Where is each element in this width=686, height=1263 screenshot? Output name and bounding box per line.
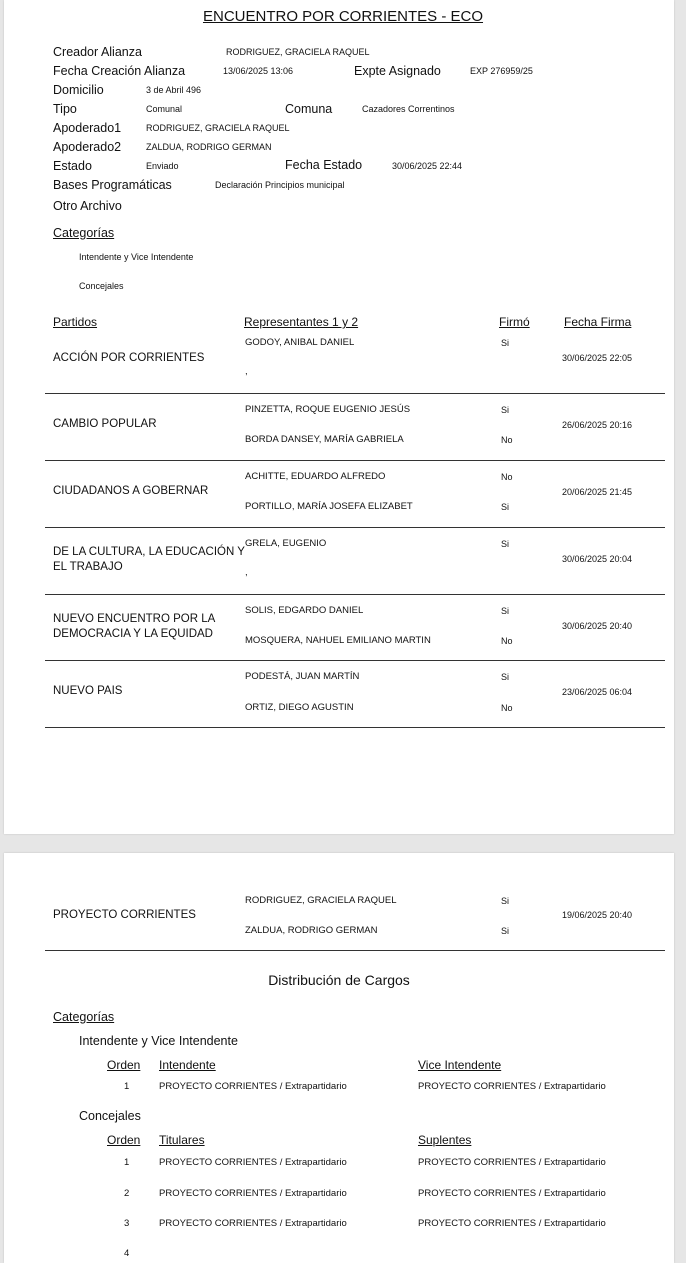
apoderado1-label: Apoderado1	[53, 121, 122, 135]
categoria-item: Intendente y Vice Intendente	[79, 252, 194, 262]
vice-intendente-value: PROYECTO CORRIENTES / Extrapartidario	[418, 1081, 606, 1092]
titular-value: PROYECTO CORRIENTES / Extrapartidario	[159, 1157, 347, 1168]
orden-value: 2	[124, 1188, 130, 1199]
partido-name: DE LA CULTURA, LA EDUCACIÓN Y EL TRABAJO	[53, 546, 245, 573]
apoderado1-value: RODRIGUEZ, GRACIELA RAQUEL	[146, 123, 290, 133]
orden-value: 3	[124, 1218, 130, 1229]
titular-value: PROYECTO CORRIENTES / Extrapartidario	[159, 1218, 347, 1229]
domicilio-label: Domicilio	[53, 83, 104, 97]
intendente-value: PROYECTO CORRIENTES / Extrapartidario	[159, 1081, 347, 1092]
suplente-value: PROYECTO CORRIENTES / Extrapartidario	[418, 1188, 606, 1199]
vice-intendente-header: Vice Intendente	[418, 1058, 502, 1072]
firmo-2: Si	[501, 926, 510, 936]
firmo-1: Si	[501, 672, 510, 682]
partido-name: PROYECTO CORRIENTES	[53, 909, 196, 921]
row-divider	[45, 594, 665, 595]
bases-value: Declaración Principios municipal	[215, 180, 345, 190]
representante-1: PODESTÁ, JUAN MARTÍN	[245, 671, 360, 682]
representante-1: SOLIS, EDGARDO DANIEL	[245, 605, 364, 616]
row-divider	[45, 527, 665, 528]
partido-name: CIUDADANOS A GOBERNAR	[53, 485, 209, 497]
fecha-firma: 19/06/2025 20:40	[562, 910, 633, 920]
firmo-1: Si	[501, 405, 510, 415]
otro-archivo-label: Otro Archivo	[53, 199, 122, 213]
representante-1: ACHITTE, EDUARDO ALFREDO	[245, 471, 386, 482]
orden-value: 1	[124, 1157, 130, 1168]
creador-value: RODRIGUEZ, GRACIELA RAQUEL	[226, 47, 370, 57]
apoderado2-label: Apoderado2	[53, 140, 122, 154]
representante-2: ORTIZ, DIEGO AGUSTIN	[245, 702, 354, 713]
firmo-1: Si	[501, 539, 510, 549]
suplentes-header: Suplentes	[418, 1133, 472, 1147]
bases-label: Bases Programáticas	[53, 178, 172, 192]
distribucion-categorias-label: Categorías	[53, 1010, 115, 1024]
concejales-section-label: Concejales	[79, 1109, 141, 1123]
header-representantes: Representantes 1 y 2	[244, 315, 359, 329]
representante-1: GODOY, ANIBAL DANIEL	[245, 337, 355, 348]
fecha-creacion-label: Fecha Creación Alianza	[53, 64, 186, 78]
representante-2: PORTILLO, MARÍA JOSEFA ELIZABET	[245, 501, 413, 512]
orden-header: Orden	[107, 1058, 141, 1072]
row-divider	[45, 460, 665, 461]
row-divider	[45, 950, 665, 951]
fecha-firma: 23/06/2025 06:04	[562, 687, 633, 697]
row-divider	[45, 660, 665, 661]
orden-value: 1	[124, 1081, 130, 1092]
fecha-firma: 30/06/2025 20:04	[562, 554, 633, 564]
categoria-item: Concejales	[79, 281, 124, 291]
tipo-value: Comunal	[146, 104, 183, 114]
header-partidos: Partidos	[53, 315, 98, 329]
orden-value: 4	[124, 1248, 130, 1259]
fecha-estado-value: 30/06/2025 22:44	[392, 161, 463, 171]
representante-1: GRELA, EUGENIO	[245, 538, 327, 549]
firmo-2: No	[501, 703, 513, 713]
comuna-value: Cazadores Correntinos	[362, 104, 455, 114]
comuna-label: Comuna	[285, 102, 333, 116]
representante-2: BORDA DANSEY, MARÍA GABRIELA	[245, 434, 404, 445]
titulares-header: Titulares	[159, 1133, 205, 1147]
firmo-1: Si	[501, 896, 510, 906]
row-divider	[45, 727, 665, 728]
orden-header: Orden	[107, 1133, 141, 1147]
expte-label: Expte Asignado	[354, 64, 441, 78]
fecha-creacion-value: 13/06/2025 13:06	[223, 66, 294, 76]
representante-2: ZALDUA, RODRIGO GERMAN	[245, 925, 378, 936]
suplente-value: PROYECTO CORRIENTES / Extrapartidario	[418, 1218, 606, 1229]
titular-value: PROYECTO CORRIENTES / Extrapartidario	[159, 1188, 347, 1199]
fecha-firma: 26/06/2025 20:16	[562, 420, 633, 430]
partido-name: NUEVO ENCUENTRO POR LA DEMOCRACIA Y LA EQUIDAD	[53, 613, 215, 640]
firmo-1: Si	[501, 606, 510, 616]
representante-1: RODRIGUEZ, GRACIELA RAQUEL	[245, 895, 397, 906]
fecha-estado-label: Fecha Estado	[285, 158, 363, 172]
intendente-header: Intendente	[159, 1058, 216, 1072]
creador-label: Creador Alianza	[53, 45, 142, 59]
document-title: ENCUENTRO POR CORRIENTES - ECO	[202, 8, 484, 25]
distribucion-title: Distribución de Cargos	[268, 972, 410, 988]
partido-name: ACCIÓN POR CORRIENTES	[53, 352, 205, 364]
categorias-label: Categorías	[53, 226, 115, 240]
firmo-1: No	[501, 472, 513, 482]
partido-name: CAMBIO POPULAR	[53, 418, 157, 430]
fecha-firma: 30/06/2025 20:40	[562, 621, 633, 631]
tipo-label: Tipo	[53, 102, 77, 116]
representante-1: PINZETTA, ROQUE EUGENIO JESÚS	[245, 404, 411, 415]
firmo-2: Si	[501, 502, 510, 512]
fecha-firma: 20/06/2025 21:45	[562, 487, 633, 497]
firmo-2: No	[501, 636, 513, 646]
header-firmo: Firmó	[499, 315, 530, 329]
firmo-1: Si	[501, 338, 510, 348]
apoderado2-value: ZALDUA, RODRIGO GERMAN	[146, 142, 272, 152]
estado-value: Enviado	[146, 161, 179, 171]
firmo-2: No	[501, 435, 513, 445]
expte-value: EXP 276959/25	[470, 66, 533, 76]
representante-2: ,	[245, 567, 248, 578]
representante-2: MOSQUERA, NAHUEL EMILIANO MARTIN	[245, 635, 431, 646]
partido-name: NUEVO PAIS	[53, 685, 123, 697]
suplente-value: PROYECTO CORRIENTES / Extrapartidario	[418, 1157, 606, 1168]
estado-label: Estado	[53, 159, 92, 173]
representante-2: ,	[245, 366, 248, 377]
header-fecha-firma: Fecha Firma	[564, 315, 632, 329]
document-page-1	[4, 0, 674, 834]
fecha-firma: 30/06/2025 22:05	[562, 353, 633, 363]
document-page-2	[4, 853, 674, 1263]
domicilio-value: 3 de Abril 496	[146, 85, 202, 95]
intendente-section-label: Intendente y Vice Intendente	[79, 1034, 238, 1048]
row-divider	[45, 393, 665, 394]
